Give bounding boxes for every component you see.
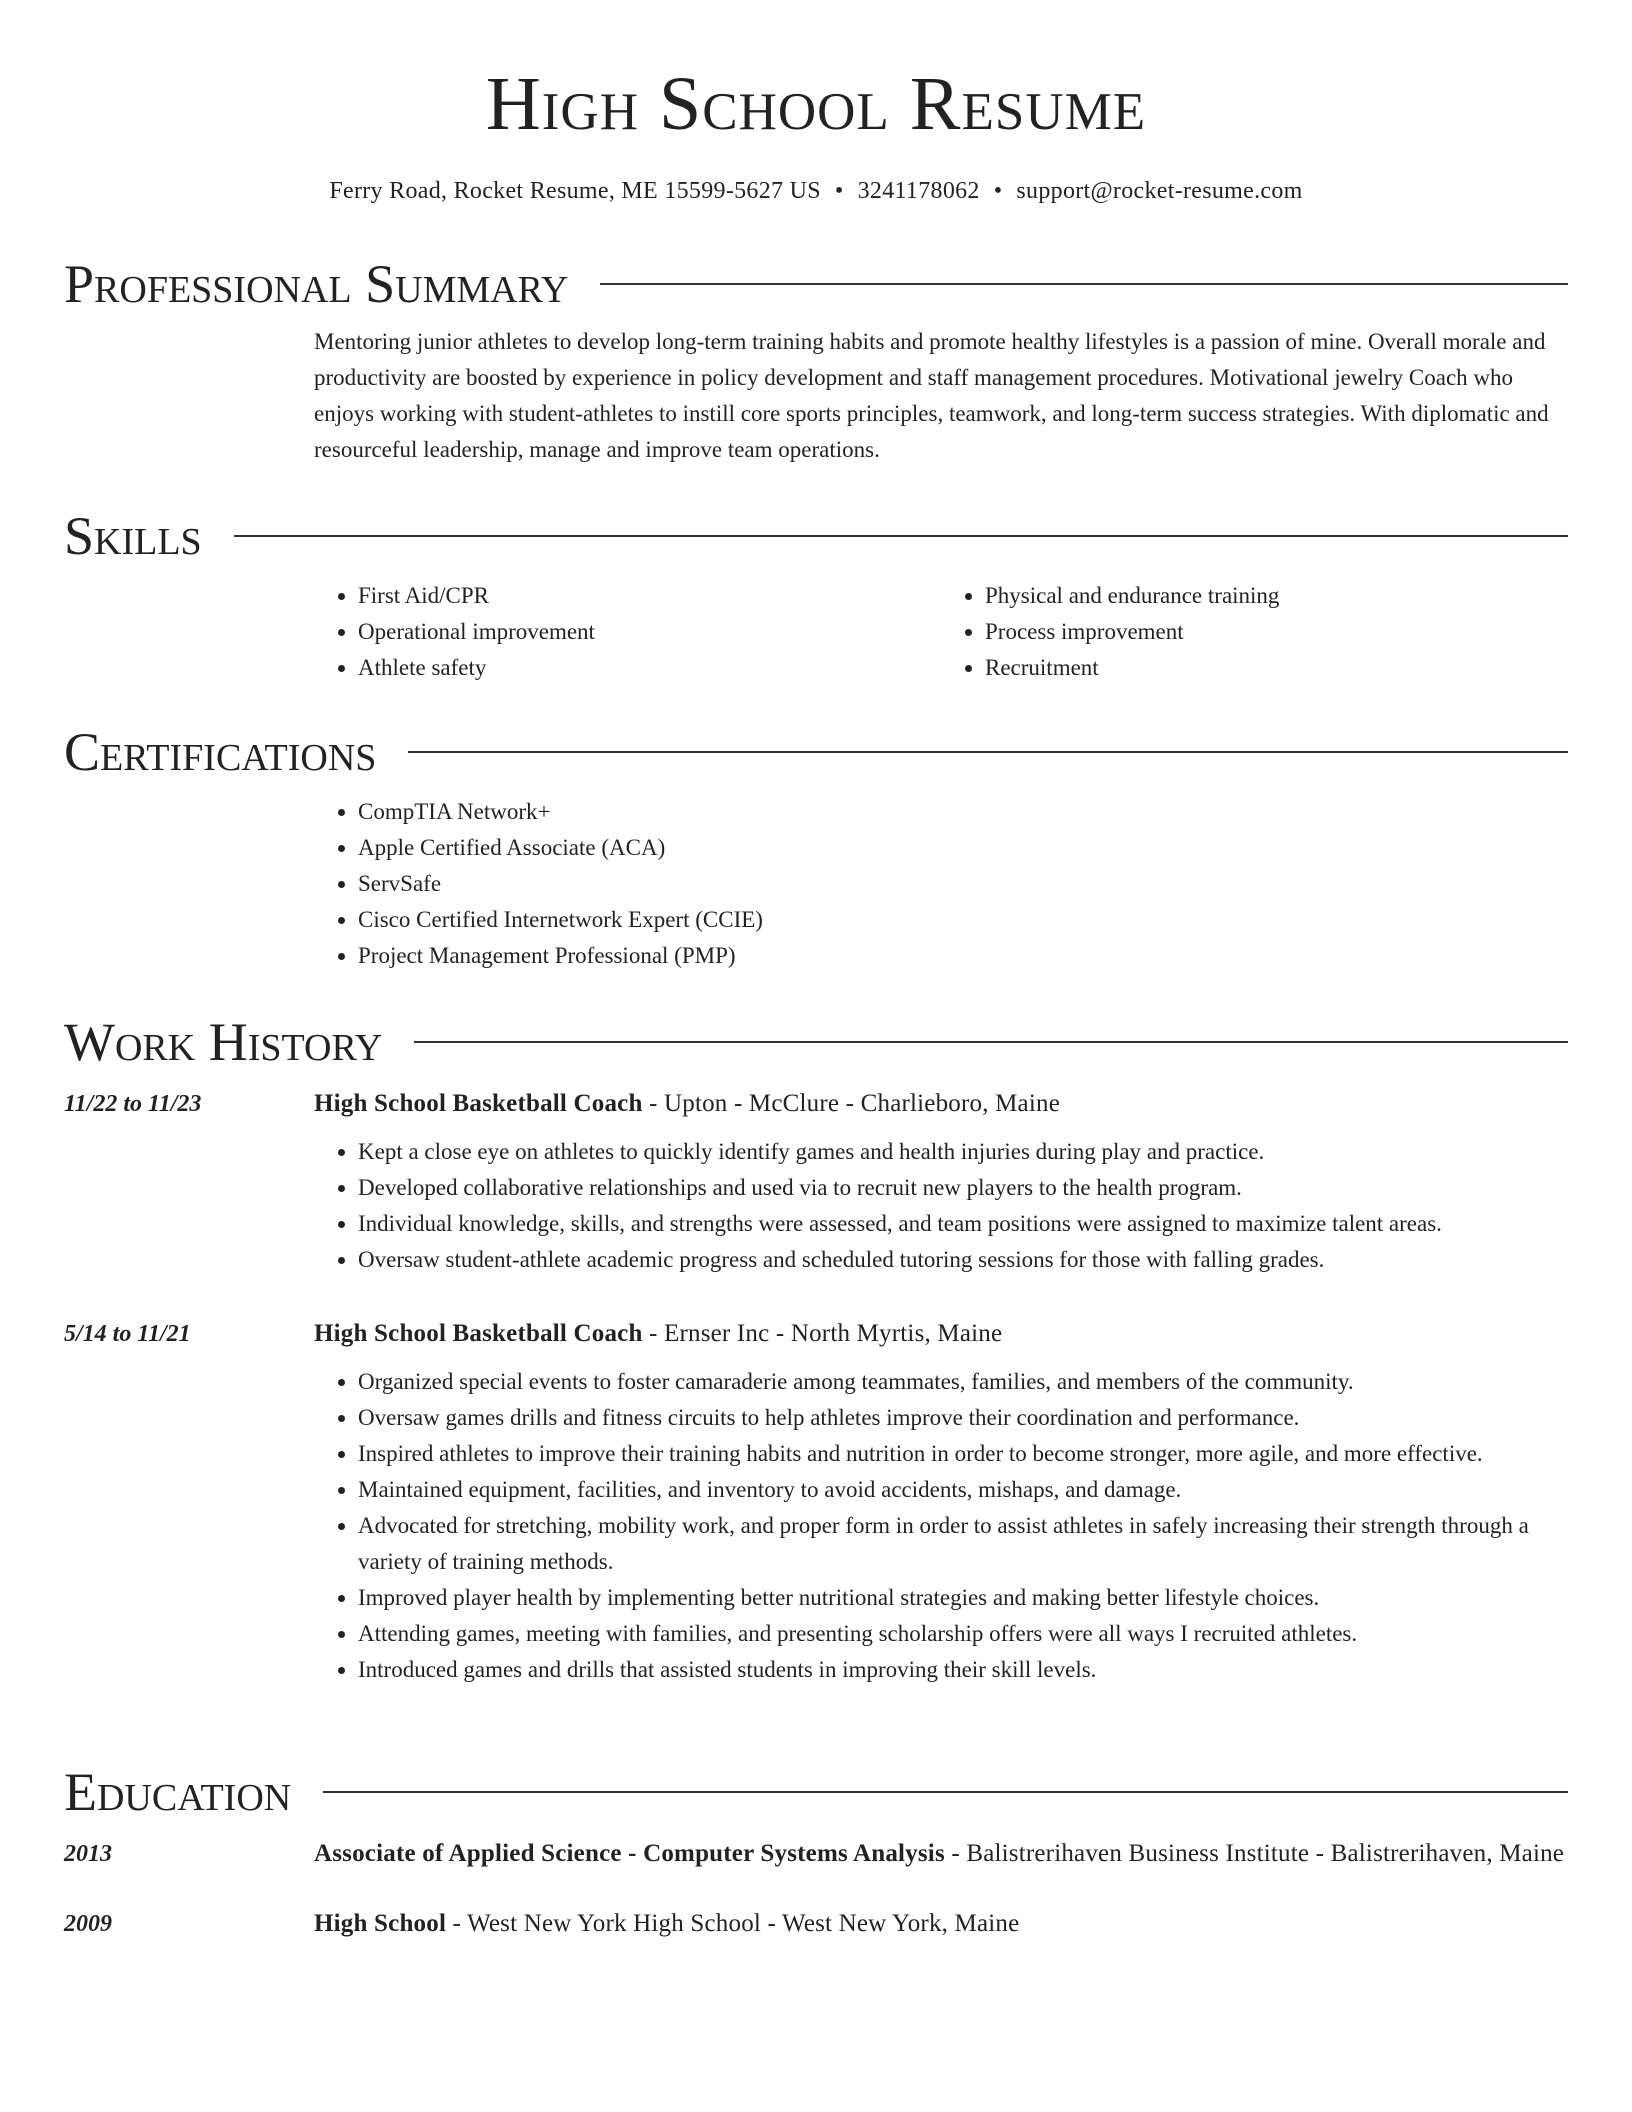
contact-line	[0, 176, 1632, 206]
job-employer: - Upton - McClure - Charlieboro, Maine	[642, 1090, 1060, 1117]
job-entry	[64, 1314, 1568, 1688]
job-bullet: • Attending games, meeting with families, and presenting scholarship offers were all ways I recruited athletes.	[358, 1616, 1568, 1652]
skill-item: • Athlete safety	[358, 650, 941, 686]
section-divider	[234, 535, 1568, 537]
section-header	[64, 1012, 1568, 1072]
resume-name: High School Resume	[485, 62, 1147, 146]
job-employer: - Ernser Inc - North Myrtis, Maine	[642, 1320, 1003, 1347]
certifications-section	[64, 722, 1568, 974]
job-role: High School Basketball Coach	[314, 1320, 643, 1347]
education-title-line	[314, 1904, 1568, 1944]
certification-item: • Cisco Certified Internetwork Expert (CCIE)	[358, 902, 1568, 938]
job-bullet: • Advocated for stretching, mobility work, and proper form in order to assist athletes in safely increasing their strength through a variety of training methods.	[358, 1508, 1568, 1580]
certification-item: • ServSafe	[358, 866, 1568, 902]
section-divider	[600, 283, 1568, 285]
separator: •	[993, 178, 1003, 204]
email: support@rocket-resume.com	[1016, 178, 1303, 204]
section-header	[64, 722, 1568, 782]
job-bullet: • Oversaw student-athlete academic progress and scheduled tutoring sessions for those with falling grades.	[358, 1242, 1568, 1278]
job-bullet: • Developed collaborative relationships and used via to recruit new players to the health program.	[358, 1170, 1568, 1206]
job-bullet: • Maintained equipment, facilities, and inventory to avoid accidents, mishaps, and damage.	[358, 1472, 1568, 1508]
job-bullet: • Improved player health by implementing better nutritional strategies and making better lifestyle choices.	[358, 1580, 1568, 1616]
section-header	[64, 1762, 1568, 1822]
summary-text: Mentoring junior athletes to develop long-term training habits and promote healthy lifestyles is a passion of mine. Overall morale and productivity are boosted by experience in policy development and staff management procedures. Motivational jewelry Coach who enjoys working with student-athletes to instill core sports principles, teamwork, and long-term success strategies. With diplomatic and resourceful leadership, manage and improve team operations.	[314, 329, 1549, 462]
work-history-section	[64, 1012, 1568, 1688]
education-details	[314, 1904, 1568, 1944]
certifications-body	[314, 794, 1568, 974]
education-degree: Associate of Applied Science - Computer Systems Analysis	[314, 1840, 945, 1867]
section-title: Certifications	[64, 722, 377, 782]
skill-item: • Process improvement	[985, 614, 1568, 650]
job-details	[314, 1314, 1568, 1688]
job-details	[314, 1084, 1568, 1278]
education-year: 2013	[64, 1841, 112, 1867]
section-divider	[323, 1791, 1568, 1793]
section-title: Education	[64, 1762, 292, 1822]
job-entry	[64, 1084, 1568, 1278]
skill-item: • Physical and endurance training	[985, 578, 1568, 614]
skill-item: • Operational improvement	[358, 614, 941, 650]
job-bullets	[314, 1364, 1568, 1688]
education-school: - West New York High School - West New York, Maine	[446, 1910, 1020, 1937]
certifications-list	[314, 794, 1568, 974]
skills-list-right	[941, 578, 1568, 686]
education-entry	[64, 1904, 1568, 1944]
section-divider	[408, 751, 1568, 753]
education-year: 2009	[64, 1911, 112, 1937]
education-title-line	[314, 1834, 1568, 1874]
education-entry	[64, 1834, 1568, 1874]
job-title-line	[314, 1084, 1568, 1124]
separator: •	[834, 178, 844, 204]
skills-grid	[314, 578, 1568, 686]
certification-item: • CompTIA Network+	[358, 794, 1568, 830]
job-bullet: • Kept a close eye on athletes to quickly identify games and health injuries during play and practice.	[358, 1134, 1568, 1170]
section-title: Skills	[64, 506, 202, 566]
section-title: Professional Summary	[64, 254, 569, 314]
address: Ferry Road, Rocket Resume, ME 15599-5627 US	[329, 178, 821, 204]
skills-list-left	[314, 578, 941, 686]
job-bullet: • Individual knowledge, skills, and strengths were assessed, and team positions were assigned to maximize talent areas.	[358, 1206, 1568, 1242]
certification-item: • Project Management Professional (PMP)	[358, 938, 1568, 974]
job-bullet: • Introduced games and drills that assisted students in improving their skill levels.	[358, 1652, 1568, 1688]
job-dates: 11/22 to 11/23	[64, 1091, 202, 1117]
job-bullet: • Inspired athletes to improve their training habits and nutrition in order to become stronger, more agile, and more effective.	[358, 1436, 1568, 1472]
job-bullet: • Organized special events to foster camaraderie among teammates, families, and members of the community.	[358, 1364, 1568, 1400]
education-details	[314, 1834, 1568, 1874]
education-degree: High School	[314, 1910, 447, 1937]
section-header	[64, 254, 1568, 314]
section-header	[64, 506, 1568, 566]
job-title-line	[314, 1314, 1568, 1354]
skill-item: • Recruitment	[985, 650, 1568, 686]
skills-section	[64, 506, 1568, 686]
section-title: Work History	[64, 1012, 383, 1072]
section-divider	[414, 1041, 1568, 1043]
skill-item: • First Aid/CPR	[358, 578, 941, 614]
job-role: High School Basketball Coach	[314, 1090, 643, 1117]
education-section	[64, 1762, 1568, 1944]
job-bullet: • Oversaw games drills and fitness circuits to help athletes improve their coordination and performance.	[358, 1400, 1568, 1436]
job-dates: 5/14 to 11/21	[64, 1321, 191, 1347]
phone: 3241178062	[857, 178, 980, 204]
summary-section	[64, 254, 1568, 468]
education-school: - Balistrerihaven Business Institute - Balistrerihaven, Maine	[944, 1840, 1565, 1867]
job-bullets	[314, 1134, 1568, 1278]
certification-item: • Apple Certified Associate (ACA)	[358, 830, 1568, 866]
